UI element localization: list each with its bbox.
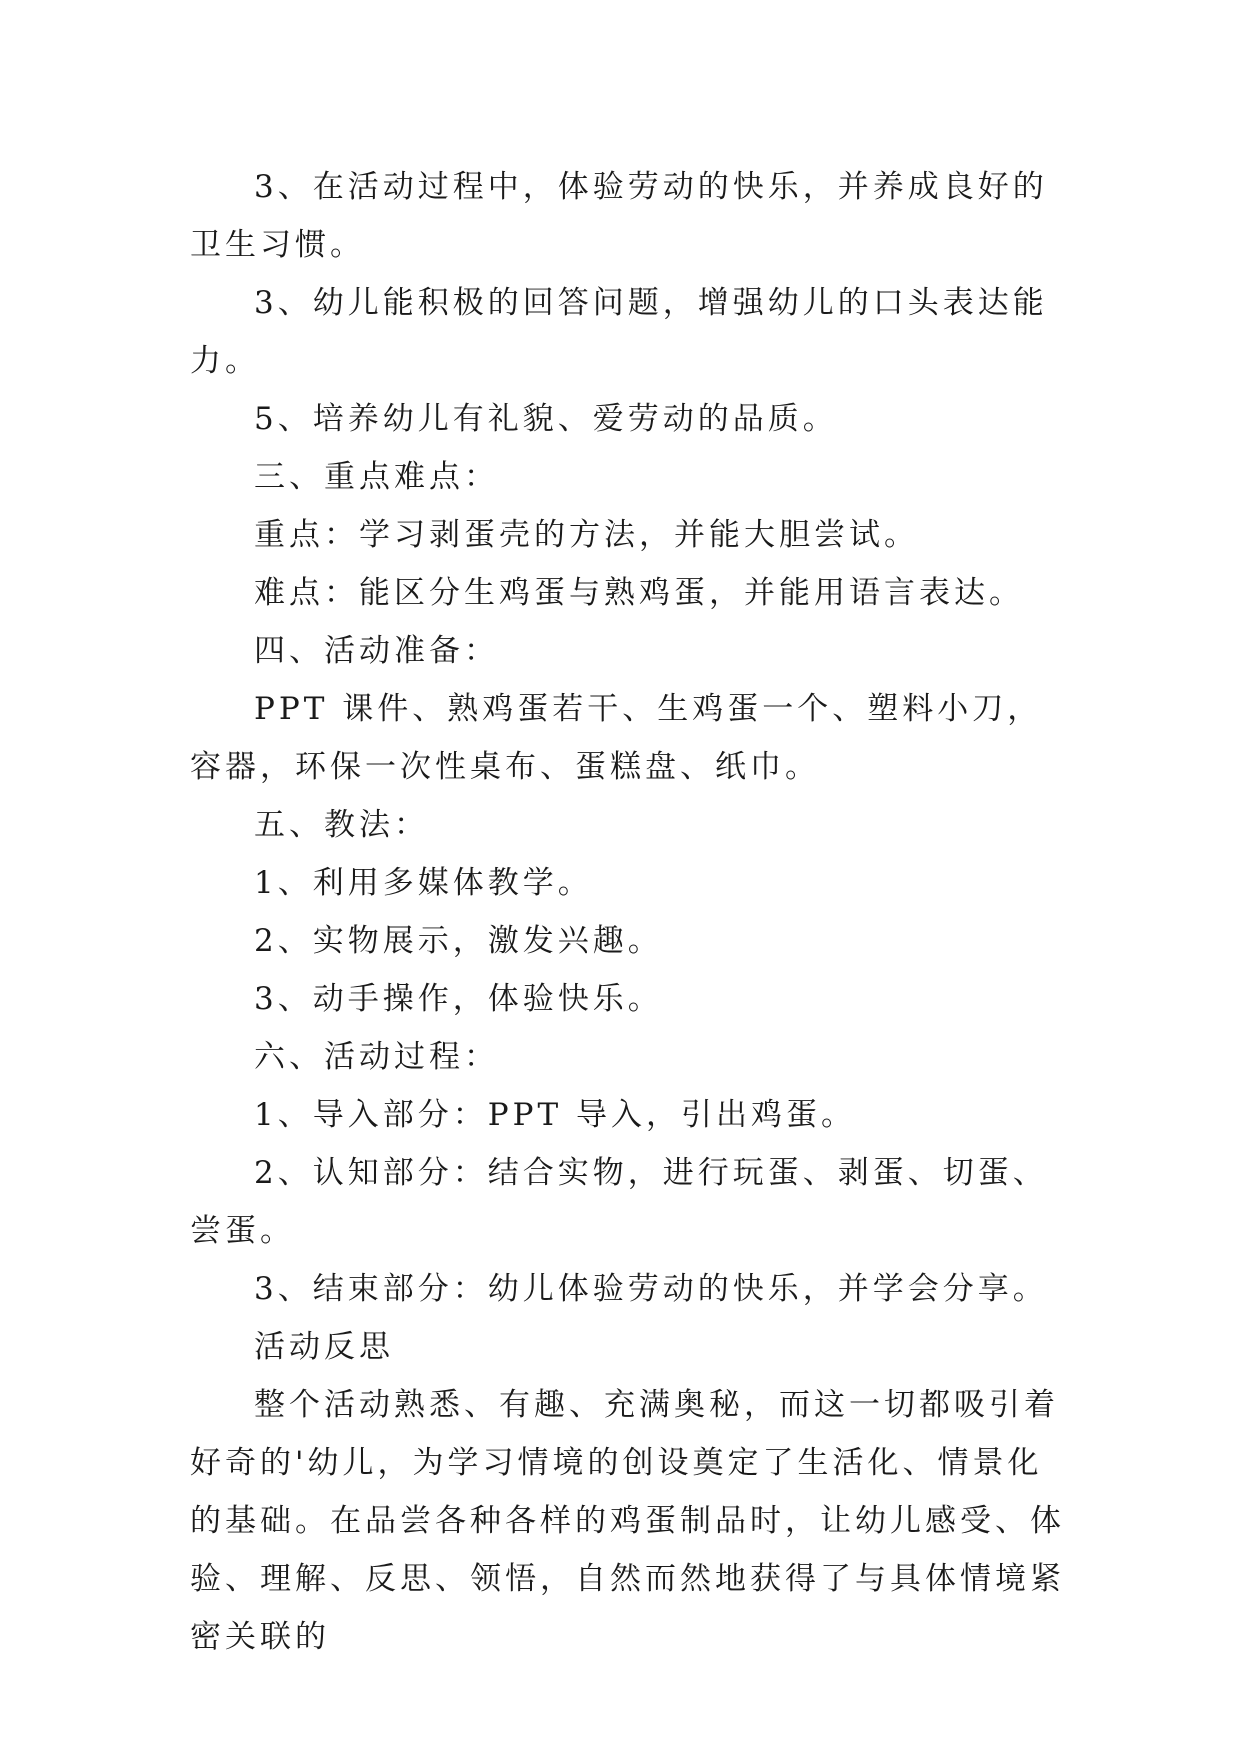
heading-reflection: 活动反思	[254, 1329, 394, 1365]
heading-methods: 五、教法：	[254, 807, 429, 843]
paragraph-difficulty: 难点：能区分生鸡蛋与熟鸡蛋，并能用语言表达。	[254, 575, 1024, 611]
document-body	[190, 158, 1070, 1666]
paragraph-key-point: 重点：学习剥蛋壳的方法，并能大胆尝试。	[254, 517, 919, 553]
paragraph-method-2: 2、实物展示，激发兴趣。	[254, 923, 663, 959]
paragraph-goal-3: 3、在活动过程中，体验劳动的快乐，并养成良好的卫生习惯。	[190, 169, 1048, 263]
paragraph-process-2: 2、认知部分：结合实物，进行玩蛋、剥蛋、切蛋、尝蛋。	[190, 1155, 1048, 1249]
heading-key-points: 三、重点难点：	[254, 459, 499, 495]
heading-preparation: 四、活动准备：	[254, 633, 499, 669]
paragraph-goal-answer: 3、幼儿能积极的回答问题，增强幼儿的口头表达能力。	[190, 285, 1048, 379]
paragraph-process-3: 3、结束部分：幼儿体验劳动的快乐，并学会分享。	[254, 1271, 1048, 1307]
heading-process: 六、活动过程：	[254, 1039, 499, 1075]
paragraph-goal-5: 5、培养幼儿有礼貌、爱劳动的品质。	[254, 401, 838, 437]
paragraph-materials: PPT 课件、熟鸡蛋若干、生鸡蛋一个、塑料小刀，容器，环保一次性桌布、蛋糕盘、纸巾。	[190, 691, 1043, 785]
paragraph-method-1: 1、利用多媒体教学。	[254, 865, 593, 901]
paragraph-reflection: 整个活动熟悉、有趣、充满奥秘，而这一切都吸引着好奇的'幼儿，为学习情境的创设奠定了生活化、情景化的基础。在品尝各种各样的鸡蛋制品时，让幼儿感受、体验、理解、反思、领悟，自然而然地获得了与具体情境紧密关联的	[190, 1387, 1065, 1655]
paragraph-method-3: 3、动手操作，体验快乐。	[254, 981, 663, 1017]
paragraph-process-1: 1、导入部分：PPT 导入，引出鸡蛋。	[254, 1097, 856, 1133]
